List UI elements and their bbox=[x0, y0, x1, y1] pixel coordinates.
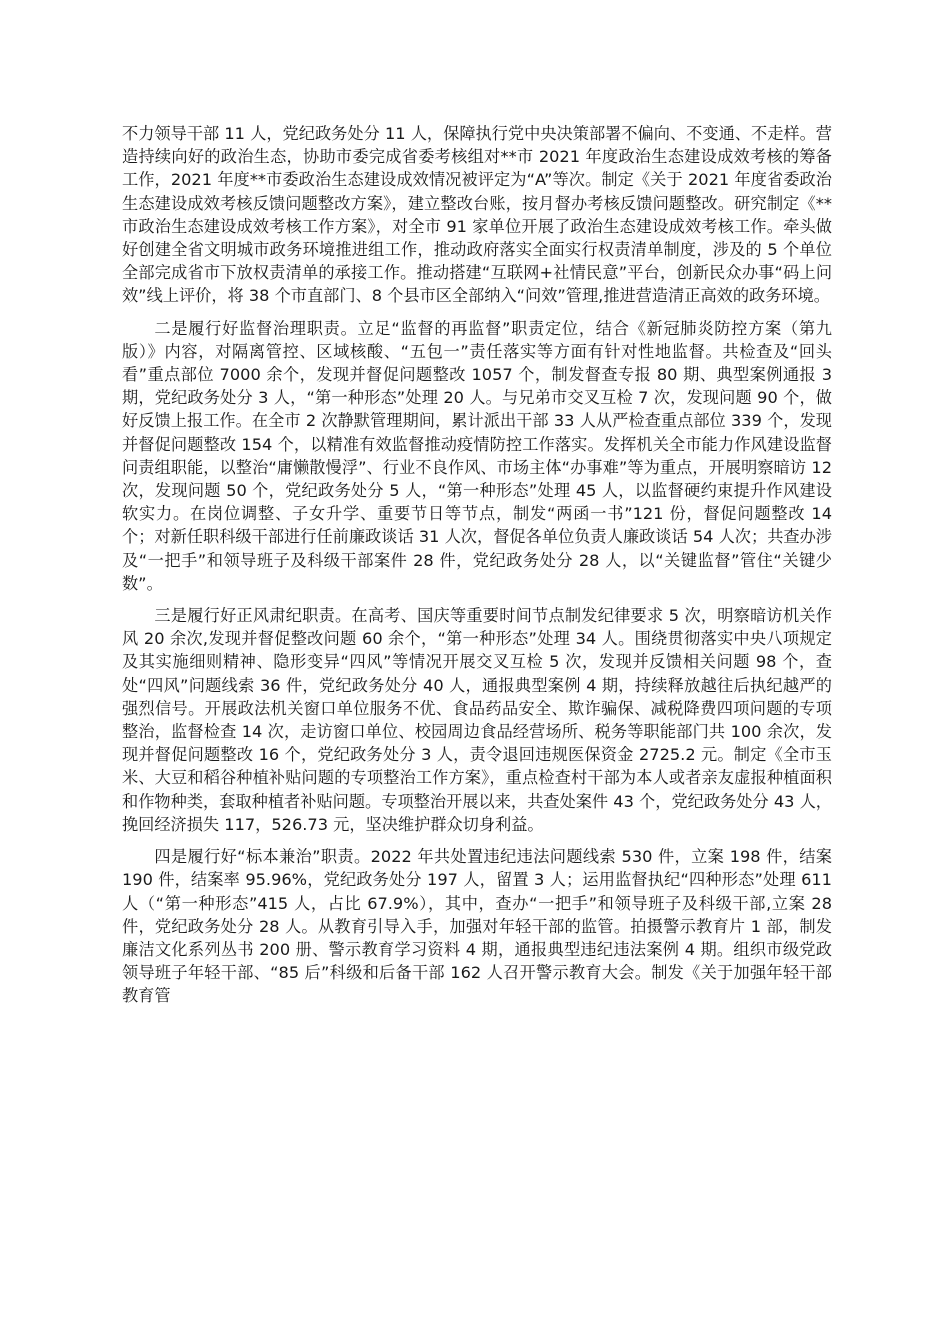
document-body bbox=[122, 122, 832, 1017]
paragraph-discipline-rectification: 三是履行好正风肃纪职责。在高考、国庆等重要时间节点制发纪律要求 5 次，明察暗访机关作风 20 余次,发现并督促整改问题 60 余个，“第一种形态”处理 34 人。围绕贯彻落实中央八项规定及其实施细则精神、隐形变异“四风”等情况开展交叉互检 5 次，发现并反馈相关问题 98 个，查处“四风”问题线索 36 件，党纪政务处分 40 人，通报典型案例 4 期，持续释放越往后执纪越严的强烈信号。开展政法机关窗口单位服务不优、食品药品安全、欺诈骗保、减税降费四项问题的专项整治，监督检查 14 次，走访窗口单位、校园周边食品经营场所、税务等职能部门共 100 余次，发现并督促问题整改 16 个，党纪政务处分 3 人，责令退回违规医保资金 2725.2 元。制定《全市玉米、大豆和稻谷种植补贴问题的专项整治工作方案》，重点检查村干部为本人或者亲友虚报种植面积和作物种类，套取种植者补贴问题。专项整治开展以来，共查处案件 43 个，党纪政务处分 43 人，挽回经济损失 117，526.73 元，坚决维护群众切身利益。 bbox=[122, 606, 832, 834]
paragraph-root-and-symptoms: 四是履行好“标本兼治”职责。2022 年共处置违纪违法问题线索 530 件，立案 198 件，结案 190 件，结案率 95.96%，党纪政务处分 197 人，留置 3 人；运用监督执纪“四种形态”处理 611 人（“第一种形态”415 人，占比 67.9%），其中，查办“一把手”和领导班子及科级干部,立案 28 件，党纪政务处分 28 人。从教育引导入手，加强对年轻干部的监管。拍摄警示教育片 1 部，制发廉洁文化系列丛书 200 册、警示教育学习资料 4 期，通报典型违纪违法案例 4 期。组织市级党政领导班子年轻干部、“85 后”科级和后备干部 162 人召开警示教育大会。制发《关于加强年轻干部教育管 bbox=[122, 847, 832, 1006]
paragraph-supervision-governance: 二是履行好监督治理职责。立足“监督的再监督”职责定位，结合《新冠肺炎防控方案（第九版）》内容，对隔离管控、区域核酸、“五包一”责任落实等方面有针对性地监督。共检查及“回头看”重点部位 7000 余个，发现并督促问题整改 1057 个，制发督查专报 80 期、典型案例通报 3 期，党纪政务处分 3 人，“第一种形态”处理 20 人。与兄弟市交叉互检 7 次，发现问题 90 个，做好反馈上报工作。在全市 2 次静默管理期间，累计派出干部 33 人从严检查重点部位 339 个，发现并督促问题整改 154 个，以精准有效监督推动疫情防控工作落实。发挥机关全市能力作风建设监督问责组职能，以整治“庸懒散慢浮”、行业不良作风、市场主体“办事难”等为重点，开展明察暗访 12 次，发现问题 50 个，党纪政务处分 5 人，“第一种形态”处理 45 人，以监督硬约束提升作风建设软实力。在岗位调整、子女升学、重要节日等节点，制发“两函一书”121 份，督促问题整改 14 个；对新任职科级干部进行任前廉政谈话 31 人次，督促各单位负责人廉政谈话 54 人次；共查办涉及“一把手”和领导班子及科级干部案件 28 件，党纪政务处分 28 人，以“关键监督”管住“关键少数”。 bbox=[122, 318, 832, 593]
paragraph-continued: 不力领导干部 11 人，党纪政务处分 11 人，保障执行党中央决策部署不偏向、不变通、不走样。营造持续向好的政治生态，协助市委完成省委考核组对**市 2021 年度政治生态建设成效考核的筹备工作，2021 年度**市委政治生态建设成效情况被评定为“A”等次。制定《关于 2021 年度省委政治生态建设成效考核反馈问题整改方案》，建立整改台账，按月督办考核反馈问题整改。研究制定《**市政治生态建设成效考核工作方案》，对全市 91 家单位开展了政治生态建设成效考核工作。牵头做好创建全省文明城市政务环境推进组工作，推动政府落实全面实行权责清单制度，涉及的 5 个单位全部完成省市下放权责清单的承接工作。推动搭建“互联网+社情民意”平台，创新民众办事“码上问效”线上评价，将 38 个市直部门、8 个县市区全部纳入“问效”管理,推进营造清正高效的政务环境。 bbox=[122, 124, 833, 306]
